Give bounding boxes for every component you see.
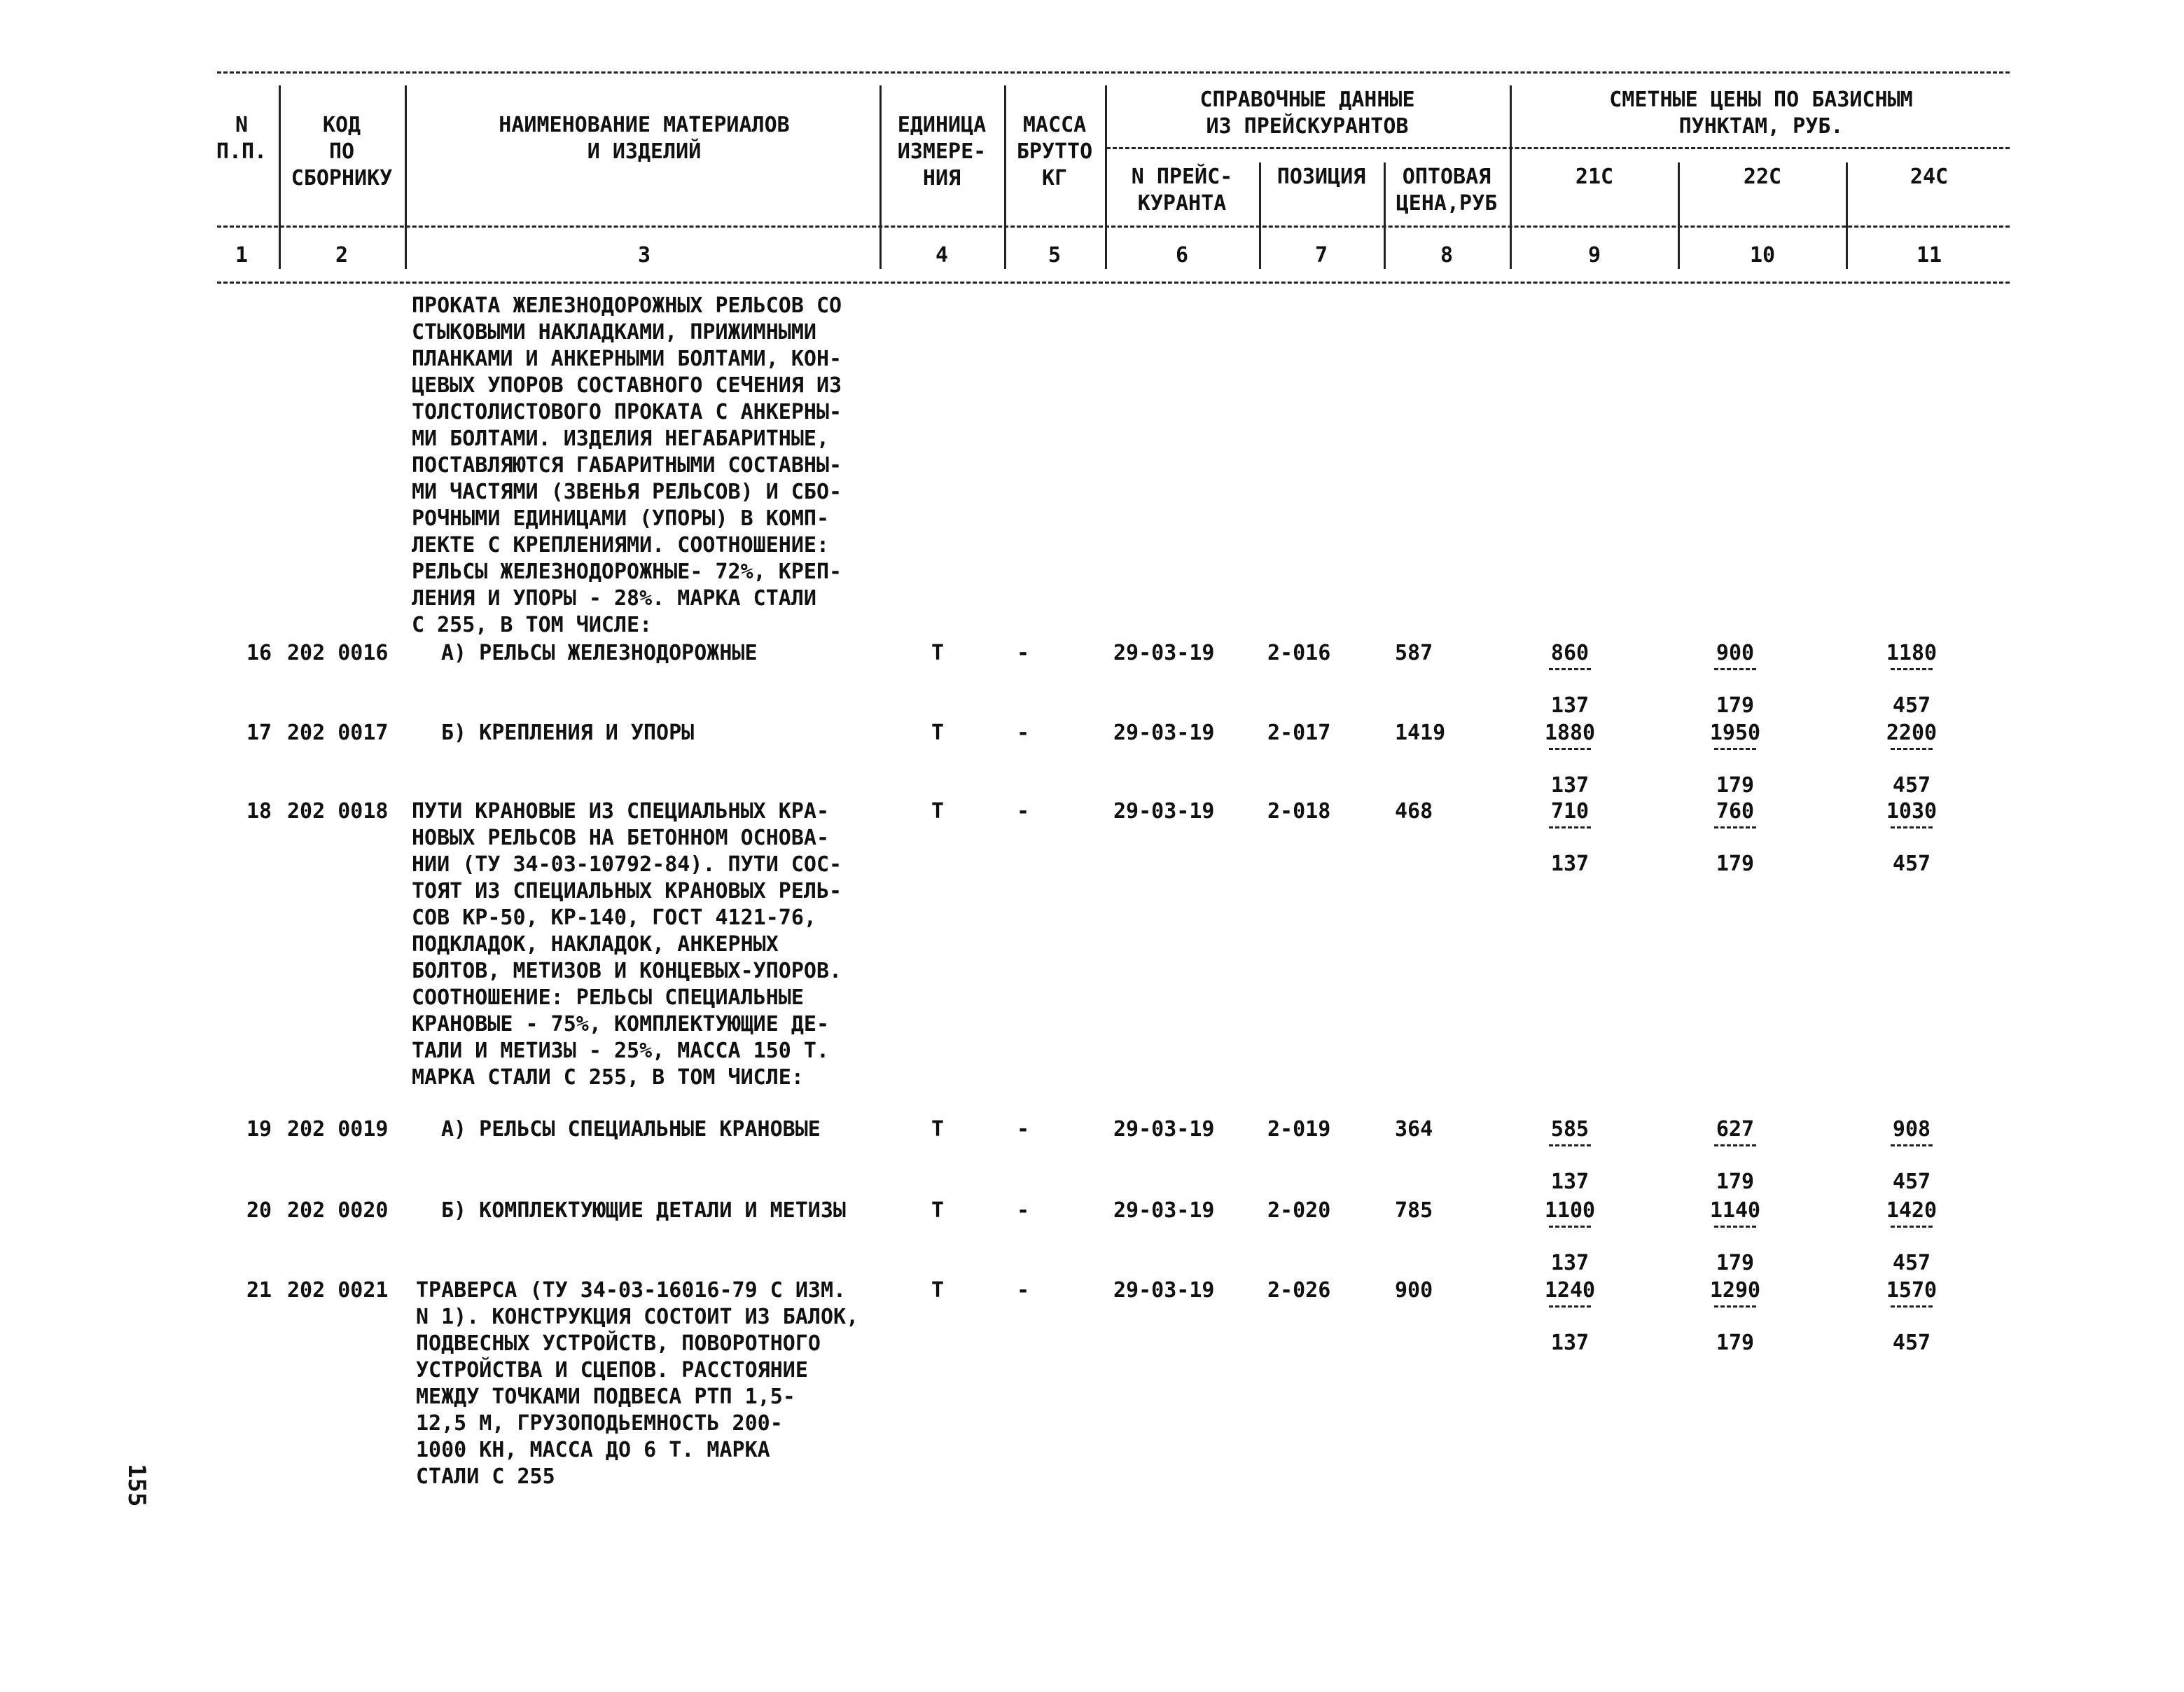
row-number: 19 <box>246 1117 272 1142</box>
row-wholesale: 364 <box>1395 1117 1433 1142</box>
row-number: 16 <box>246 641 272 665</box>
fraction-bar <box>1549 826 1591 851</box>
col-sep-9 <box>1678 162 1680 269</box>
price-bottom: 137 <box>1550 1331 1590 1355</box>
row-pricelist: 29-03-19 <box>1113 641 1215 665</box>
price-bottom: 457 <box>1892 1331 1931 1355</box>
row-unit: Т <box>931 1198 945 1223</box>
colnum-5: 5 <box>1048 243 1062 268</box>
header-col10: 22С <box>1743 165 1782 189</box>
fraction-bar <box>1891 748 1933 772</box>
fraction-bar <box>1714 748 1756 772</box>
price-22c <box>1679 1116 1791 1195</box>
header-col4: ЕДИНИЦА ИЗМЕРЕ- НИЯ <box>897 113 987 190</box>
price-21c <box>1514 798 1626 878</box>
row-name: Б) КРЕПЛЕНИЯ И УПОРЫ <box>441 721 695 745</box>
fraction-bar <box>1549 1144 1591 1169</box>
price-24c <box>1856 798 1968 878</box>
price-top: 1100 <box>1544 1198 1596 1223</box>
header-col8: ОПТОВАЯ ЦЕНА,РУБ <box>1396 165 1498 216</box>
fraction-bar <box>1714 1144 1756 1169</box>
row-mass: - <box>1017 1117 1030 1142</box>
price-bottom: 137 <box>1550 1170 1590 1194</box>
colnum-8: 8 <box>1440 243 1454 268</box>
row-position: 2-026 <box>1267 1278 1331 1303</box>
row-code: 202 0017 <box>287 721 389 745</box>
col-sep-5 <box>1105 85 1107 269</box>
row-pricelist: 29-03-19 <box>1113 721 1215 745</box>
price-bottom: 137 <box>1550 852 1590 876</box>
price-top: 908 <box>1892 1117 1931 1142</box>
price-21c <box>1514 640 1626 719</box>
header-group-prices: СМЕТНЫЕ ЦЕНЫ ПО БАЗИСНЫМ ПУНКТАМ, РУБ. <box>1609 88 1913 139</box>
colnum-11: 11 <box>1916 243 1942 268</box>
price-top: 1880 <box>1544 721 1596 745</box>
price-24c <box>1856 1116 1968 1195</box>
price-22c <box>1679 1198 1791 1277</box>
price-21c <box>1514 1116 1626 1195</box>
price-bottom: 179 <box>1716 1251 1755 1275</box>
header-col1: N П.П. <box>216 113 267 164</box>
colnum-6: 6 <box>1175 243 1189 268</box>
colnum-1: 1 <box>235 243 249 268</box>
row-number: 17 <box>246 721 272 745</box>
row-code: 202 0021 <box>287 1278 389 1303</box>
colnum-2: 2 <box>335 243 349 268</box>
price-bottom: 137 <box>1550 1251 1590 1275</box>
fraction-bar <box>1714 1305 1756 1330</box>
row-number: 20 <box>246 1198 272 1223</box>
row-name: Б) КОМПЛЕКТУЮЩИЕ ДЕТАЛИ И МЕТИЗЫ <box>441 1198 846 1223</box>
fraction-bar <box>1714 668 1756 693</box>
row-position: 2-017 <box>1267 721 1331 745</box>
row-wholesale: 587 <box>1395 641 1433 665</box>
price-bottom: 457 <box>1892 1170 1931 1194</box>
header-bottom-rule <box>217 226 2010 228</box>
price-bottom: 457 <box>1892 852 1931 876</box>
header-sub-rule <box>1106 147 2010 149</box>
header-col3: НАИМЕНОВАНИЕ МАТЕРИАЛОВ И ИЗДЕЛИЙ <box>499 113 790 164</box>
fraction-bar <box>1891 668 1933 693</box>
intro-description: ПРОКАТА ЖЕЛЕЗНОДОРОЖНЫХ РЕЛЬСОВ СО СТЫКОВЫМИ НАКЛАДКАМИ, ПРИЖИМНЫМИ ПЛАНКАМИ И АНКЕРНЫМИ БОЛТАМИ, КОН- ЦЕВЫХ УПОРОВ СОСТАВНОГО СЕЧЕНИЯ ИЗ ТОЛСТОЛИСТОВОГО ПРОКАТА С АНКЕРНЫ- МИ БОЛТАМИ. ИЗДЕЛИЯ НЕГАБАРИТНЫЕ, ПОСТАВЛЯЮТСЯ ГАБАРИТНЫМИ СОСТАВНЫ- МИ ЧАСТЯМИ (ЗВЕНЬЯ РЕЛЬСОВ) И СБО- РОЧНЫМИ ЕДИНИЦАМИ (УПОРЫ) В КОМП- ЛЕКТЕ С КРЕПЛЕНИЯМИ. СООТНОШЕНИЕ: РЕЛЬСЫ ЖЕЛЕЗНОДОРОЖНЫЕ- 72%, КРЕП- ЛЕНИЯ И УПОРЫ - 28%. МАРКА СТАЛИ С 255, В ТОМ ЧИСЛЕ: <box>412 293 842 637</box>
header-col6: N ПРЕЙС- КУРАНТА <box>1131 165 1233 216</box>
row-name: ПУТИ КРАНОВЫЕ ИЗ СПЕЦИАЛЬНЫХ КРА- НОВЫХ РЕЛЬСОВ НА БЕТОННОМ ОСНОВА- НИИ (ТУ 34-03-10792-84). ПУТИ СОС- ТОЯТ ИЗ СПЕЦИАЛЬНЫХ КРАНОВЫХ РЕЛЬ- СОВ КР-50, КР-140, ГОСТ 4121-76, ПОДКЛАДОК, НАКЛАДОК, АНКЕРНЫХ БОЛТОВ, МЕТИЗОВ И КОНЦЕВЫХ-УПОРОВ. СООТНОШЕНИЕ: РЕЛЬСЫ СПЕЦИАЛЬНЫЕ КРАНОВЫЕ - 75%, КОМПЛЕКТУЮЩИЕ ДЕ- ТАЛИ И МЕТИЗЫ - 25%, МАССА 150 Т. МАРКА СТАЛИ С 255, В ТОМ ЧИСЛЕ: <box>412 799 842 1090</box>
price-top: 2200 <box>1886 721 1938 745</box>
fraction-bar <box>1549 1305 1591 1330</box>
fraction-bar <box>1891 1305 1933 1330</box>
fraction-bar <box>1891 1226 1933 1250</box>
colnum-9: 9 <box>1587 243 1601 268</box>
row-mass: - <box>1017 1278 1030 1303</box>
price-bottom: 179 <box>1716 693 1755 718</box>
price-bottom: 137 <box>1550 693 1590 718</box>
row-wholesale: 785 <box>1395 1198 1433 1223</box>
price-top: 1240 <box>1544 1278 1596 1303</box>
price-top: 1030 <box>1886 799 1938 824</box>
row-unit: Т <box>931 799 945 824</box>
row-pricelist: 29-03-19 <box>1113 1278 1215 1303</box>
row-pricelist: 29-03-19 <box>1113 799 1215 824</box>
price-top: 1950 <box>1709 721 1761 745</box>
fraction-bar <box>1714 1226 1756 1250</box>
row-code: 202 0019 <box>287 1117 389 1142</box>
row-position: 2-020 <box>1267 1198 1331 1223</box>
colnum-7: 7 <box>1314 243 1328 268</box>
price-top: 710 <box>1550 799 1590 824</box>
fraction-bar <box>1549 668 1591 693</box>
row-unit: Т <box>931 641 945 665</box>
fraction-bar <box>1891 1144 1933 1169</box>
price-bottom: 137 <box>1550 773 1590 798</box>
price-bottom: 457 <box>1892 693 1931 718</box>
price-top: 760 <box>1716 799 1755 824</box>
price-bottom: 457 <box>1892 1251 1931 1275</box>
price-bottom: 457 <box>1892 773 1931 798</box>
header-end-rule <box>217 282 2010 284</box>
row-mass: - <box>1017 641 1030 665</box>
price-top: 1290 <box>1709 1278 1761 1303</box>
price-21c <box>1514 1198 1626 1277</box>
price-22c <box>1679 1277 1791 1357</box>
price-24c <box>1856 1277 1968 1357</box>
row-pricelist: 29-03-19 <box>1113 1117 1215 1142</box>
row-name: А) РЕЛЬСЫ ЖЕЛЕЗНОДОРОЖНЫЕ <box>441 641 758 665</box>
header-top-rule <box>217 71 2010 74</box>
price-top: 860 <box>1550 641 1590 665</box>
fraction-bar <box>1891 826 1933 851</box>
col-sep-10 <box>1846 162 1848 269</box>
price-21c <box>1514 720 1626 799</box>
price-bottom: 179 <box>1716 1331 1755 1355</box>
col-sep-1 <box>279 85 281 269</box>
row-mass: - <box>1017 1198 1030 1223</box>
price-top: 1140 <box>1709 1198 1761 1223</box>
price-21c <box>1514 1277 1626 1357</box>
row-mass: - <box>1017 799 1030 824</box>
row-unit: Т <box>931 721 945 745</box>
row-wholesale: 900 <box>1395 1278 1433 1303</box>
colnum-3: 3 <box>637 243 651 268</box>
row-mass: - <box>1017 721 1030 745</box>
row-code: 202 0016 <box>287 641 389 665</box>
row-position: 2-018 <box>1267 799 1331 824</box>
colnum-4: 4 <box>935 243 949 268</box>
price-bottom: 179 <box>1716 1170 1755 1194</box>
header-group-reference: СПРАВОЧНЫЕ ДАННЫЕ ИЗ ПРЕЙСКУРАНТОВ <box>1199 88 1415 139</box>
row-unit: Т <box>931 1278 945 1303</box>
page-number: 155 <box>123 1464 151 1507</box>
col-sep-8 <box>1510 85 1512 269</box>
price-top: 1180 <box>1886 641 1938 665</box>
row-wholesale: 468 <box>1395 799 1433 824</box>
price-top: 585 <box>1550 1117 1590 1142</box>
header-col11: 24С <box>1910 165 1949 189</box>
row-position: 2-019 <box>1267 1117 1331 1142</box>
price-24c <box>1856 640 1968 719</box>
row-name: ТРАВЕРСА (ТУ 34-03-16016-79 С ИЗМ. N 1). КОНСТРУКЦИЯ СОСТОИТ ИЗ БАЛОК, ПОДВЕСНЫХ УСТРОЙСТВ, ПОВОРОТНОГО УСТРОЙСТВА И СЦЕПОВ. РАССТОЯНИЕ МЕЖДУ ТОЧКАМИ ПОДВЕСА РТП 1,5- 12,5 М, ГРУЗОПОДЬЕМНОСТЬ 200- 1000 КН, МАССА ДО 6 Т. МАРКА СТАЛИ С 255 <box>416 1278 859 1489</box>
header-col5: МАССА БРУТТО КГ <box>1016 113 1093 190</box>
header-col2: КОД ПО СБОРНИКУ <box>291 113 393 190</box>
price-top: 1420 <box>1886 1198 1938 1223</box>
row-code: 202 0018 <box>287 799 389 824</box>
price-24c <box>1856 720 1968 799</box>
price-top: 627 <box>1716 1117 1755 1142</box>
row-wholesale: 1419 <box>1395 721 1446 745</box>
fraction-bar <box>1549 1226 1591 1250</box>
header-col9: 21С <box>1575 165 1614 189</box>
col-sep-2 <box>405 85 407 269</box>
price-22c <box>1679 798 1791 878</box>
price-24c <box>1856 1198 1968 1277</box>
row-name: А) РЕЛЬСЫ СПЕЦИАЛЬНЫЕ КРАНОВЫЕ <box>441 1117 821 1142</box>
header-col7: ПОЗИЦИЯ <box>1277 165 1366 189</box>
row-number: 21 <box>246 1278 272 1303</box>
row-code: 202 0020 <box>287 1198 389 1223</box>
price-22c <box>1679 720 1791 799</box>
row-unit: Т <box>931 1117 945 1142</box>
row-position: 2-016 <box>1267 641 1331 665</box>
row-pricelist: 29-03-19 <box>1113 1198 1215 1223</box>
price-22c <box>1679 640 1791 719</box>
price-bottom: 179 <box>1716 773 1755 798</box>
colnum-10: 10 <box>1749 243 1776 268</box>
price-top: 900 <box>1716 641 1755 665</box>
price-top: 1570 <box>1886 1278 1938 1303</box>
price-bottom: 179 <box>1716 852 1755 876</box>
fraction-bar <box>1549 748 1591 772</box>
row-number: 18 <box>246 799 272 824</box>
fraction-bar <box>1714 826 1756 851</box>
